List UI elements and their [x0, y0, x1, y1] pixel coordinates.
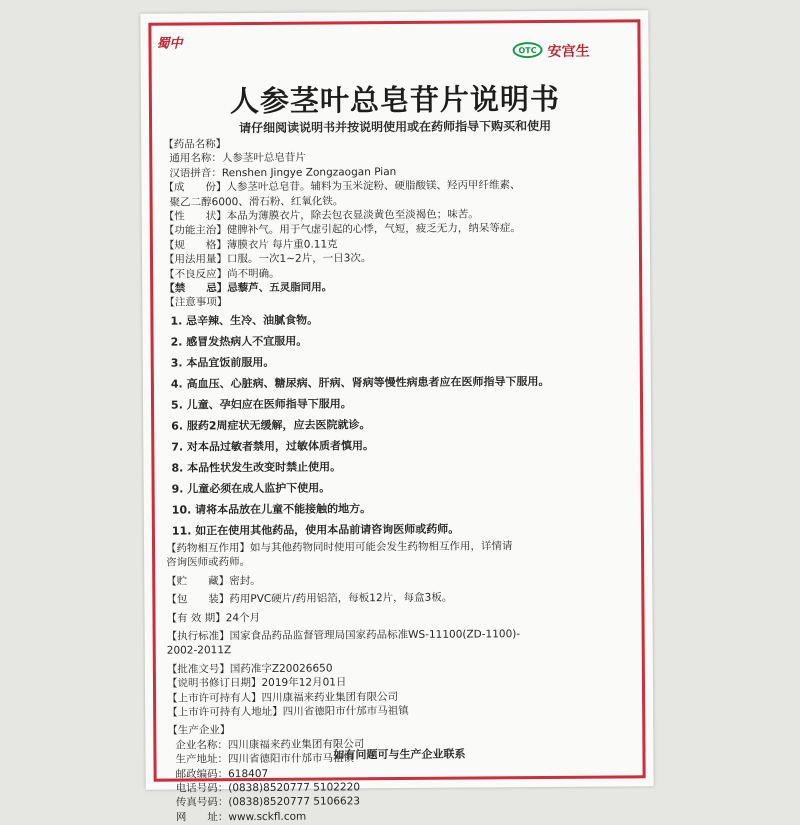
fax-label: 传真号码： — [175, 796, 229, 809]
revision-value: 2019年12月01日 — [261, 676, 347, 690]
holder-label: 【上市许可持有人】 — [167, 691, 262, 705]
notes-section: 【注意事项】 — [164, 296, 228, 310]
standard-value-1: 国家食品药品监督管理局国家药品标准WS-11100(ZD-1100)- — [229, 628, 521, 643]
leaflet-sheet — [140, 10, 653, 824]
website-label: 网 址： — [175, 810, 229, 824]
usage-label: 【用法用量】 — [163, 253, 228, 266]
standard-value-2: 2002-2011Z — [166, 644, 232, 657]
phone-value: (0838)8520777 5102220 — [228, 781, 361, 795]
drug-name-section: 【药品名称】 — [163, 138, 227, 151]
note-item: 4. 高血压、心脏病、糖尿病、肝病、肾病等慢性病患者应在医师指导下服用。 — [170, 374, 550, 391]
note-item: 8. 本品性状发生改变时禁止使用。 — [171, 460, 342, 475]
production-address-value: 四川省德阳市什邡市马祖镇 — [227, 752, 355, 766]
company-name-label: 企业名称： — [175, 738, 228, 752]
otc-icon: OTC — [513, 42, 543, 58]
note-item: 6. 服药2周症状无缓解，应去医院就诊。 — [171, 418, 371, 433]
note-item: 10. 请将本品放在儿童不能接触的地方。 — [171, 502, 372, 517]
holder-value: 四川康福来药业集团有限公司 — [261, 690, 399, 704]
approval-value: 国药准字Z20026650 — [229, 662, 333, 675]
composition-value-2: 聚乙二醇6000、滑石粉、红氧化铁。 — [169, 194, 344, 209]
manufacturer-section: 【生产企业】 — [167, 724, 231, 737]
website-value: www.sckfl.com — [228, 810, 307, 823]
package-label: 【包 装】 — [166, 593, 230, 606]
spec-value: 薄膜衣片 每片重0.11克 — [226, 238, 338, 252]
notes-list — [164, 307, 636, 541]
production-address-label: 生产地址： — [175, 753, 229, 766]
pinyin-label: 汉语拼音： — [169, 167, 222, 180]
spec-label: 【规 格】 — [163, 239, 227, 252]
indication-label: 【功能主治】 — [163, 224, 227, 238]
note-item: 5. 儿童、孕妇应在医师指导下服用。 — [170, 397, 352, 412]
generic-name-label: 通用名称： — [169, 152, 222, 165]
storage-label: 【贮 藏】 — [166, 574, 230, 588]
note-item: 7. 对本品过敏者禁用，过敏体质者慎用。 — [171, 439, 375, 454]
character-label: 【性 状】 — [163, 210, 227, 223]
composition-label: 【成 份】 — [163, 181, 227, 194]
contra-value: 忌藜芦、五灵脂同用。 — [227, 281, 333, 295]
validity-label: 【有 效 期】 — [166, 611, 226, 625]
brand-logo-left: 蜀中 — [156, 36, 183, 52]
note-item: 9. 儿童必须在成人监护下使用。 — [171, 481, 331, 496]
storage-value: 密封。 — [229, 574, 261, 587]
package-value: 药用PVC硬片/药用铝箔，每板12片，每盒3板。 — [229, 591, 453, 606]
adverse-value: 尚不明确。 — [227, 267, 280, 280]
note-item: 3. 本品宜饭前服用。 — [170, 355, 275, 370]
generic-name-value: 人参茎叶总皂苷片 — [221, 152, 306, 165]
interaction-label: 【药物相互作用】 — [165, 541, 251, 555]
document-subtitle: 请仔细阅读说明书并按说明使用或在药师指导下购买和使用 — [239, 118, 552, 136]
note-item: 2. 感冒发热病人不宜服用。 — [170, 334, 308, 349]
usage-value: 口服。一次1~2片，一日3次。 — [226, 252, 372, 266]
interaction-value-2: 咨询医师或药师。 — [166, 556, 251, 569]
interaction-value-1: 如与其他药物同时使用可能会发生药物相互作用，详情请 — [249, 540, 513, 554]
phone-label: 电话号码： — [175, 782, 229, 795]
approval-label: 【批准文号】 — [166, 662, 230, 676]
note-item: 11. 如正在使用其他药品，使用本品前请咨询医师或药师。 — [171, 522, 460, 538]
footer-contact-note: 如有问题可与生产企业联系 — [333, 747, 466, 762]
leaflet-content — [163, 134, 638, 824]
zip-code-value: 618407 — [228, 767, 269, 780]
pinyin-value: Renshen Jingye Zongzaogan Pian — [221, 165, 397, 180]
character-value: 本品为薄膜衣片，除去包衣显淡黄色至淡褐色；味苦。 — [226, 208, 479, 223]
brand-logo-right: 安宫生 — [547, 43, 590, 60]
fax-value: (0838)8520777 5106623 — [228, 795, 361, 809]
holder-address-label: 【上市许可持有人地址】 — [167, 705, 283, 719]
composition-value-1: 人参茎叶总皂苷。辅料为玉米淀粉、硬脂酸镁、羟丙甲纤维素、 — [226, 179, 521, 194]
zip-code-label: 邮政编码： — [175, 767, 229, 781]
validity-value: 24个月 — [225, 611, 261, 624]
standard-label: 【执行标准】 — [166, 630, 230, 643]
adverse-label: 【不良反应】 — [164, 267, 228, 281]
note-item: 1. 忌辛辣、生冷、油腻食物。 — [170, 313, 319, 328]
holder-address-value: 四川省德阳市什邡市马祖镇 — [282, 704, 409, 718]
website-row — [168, 807, 638, 825]
document-title: 人参茎叶总皂苷片说明书 — [229, 81, 561, 119]
revision-label: 【说明书修订日期】 — [166, 677, 262, 690]
indication-value: 健脾补气。用于气虚引起的心悸，气短，疲乏无力，纳呆等症。 — [226, 222, 521, 237]
company-name-value: 四川康福来药业集团有限公司 — [227, 737, 365, 751]
contra-label: 【禁 忌】 — [164, 282, 228, 295]
